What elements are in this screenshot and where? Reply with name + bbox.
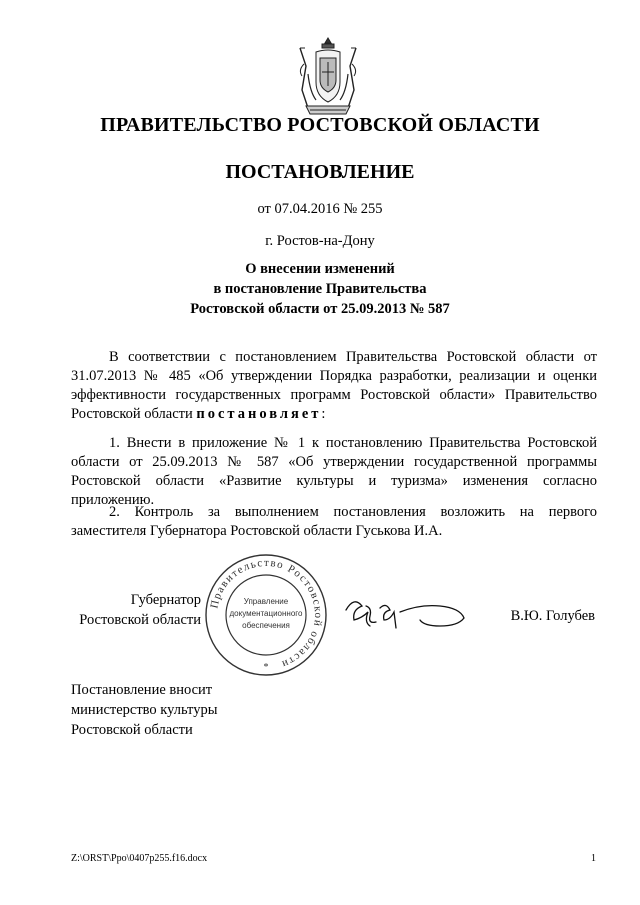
handwritten-signature xyxy=(340,590,470,638)
official-stamp xyxy=(203,552,329,678)
preamble-text: В соответствии с постановлением Правительства Ростовской области от 31.07.2013 № 485 «Об утверждении Порядка разработки, реализации и оценки эффективности государственных программ Ростовской области» Правительство Ростовской области xyxy=(71,349,597,422)
resolves-word: постановляет xyxy=(196,406,322,422)
stamp-ring-text: Правительство Ростовской области xyxy=(208,556,325,671)
document-date-number: от 07.04.2016 № 255 xyxy=(257,201,383,217)
subject-line: Ростовской области от 25.09.2013 № 587 xyxy=(190,301,450,317)
stamp-star: * xyxy=(263,662,269,673)
stamp-inner-line: документационного xyxy=(229,609,303,618)
signatory-title-line: Ростовской области xyxy=(79,612,201,628)
preamble-end: : xyxy=(321,406,326,422)
document-type: ПОСТАНОВЛЕНИЕ xyxy=(225,161,415,183)
coat-of-arms-icon xyxy=(292,34,364,120)
footer-file-path: Z:\ORST\Ppo\0407p255.f16.docx xyxy=(71,853,208,864)
page-number: 1 xyxy=(591,853,596,864)
submitter-line: министерство культуры xyxy=(71,702,218,718)
resolution-item-2: 2. Контроль за выполнением постановления возложить на первого заместителя Губернатора Ростовской области Гуськова И.А. xyxy=(71,504,597,539)
signatory-name: В.Ю. Голубев xyxy=(510,608,595,624)
document-city: г. Ростов-на-Дону xyxy=(265,233,375,249)
submitter-line: Постановление вносит xyxy=(71,682,213,698)
document-subject xyxy=(0,259,640,319)
subject-line: в постановление Правительства xyxy=(213,281,427,297)
signatory-title-line: Губернатор xyxy=(130,592,201,608)
subject-line: О внесении изменений xyxy=(245,261,395,277)
resolution-item-1: 1. Внести в приложение № 1 к постановлению Правительства Ростовской области от 25.09.2013 № 587 «Об утверждении государственной программы Ростовской области «Развитие культуры и туризма» изменения согласно приложению. xyxy=(71,435,597,508)
preamble-paragraph xyxy=(71,348,597,424)
submitter-line: Ростовской области xyxy=(71,722,193,738)
submitter-block xyxy=(71,680,217,740)
organization-title: ПРАВИТЕЛЬСТВО РОСТОВСКОЙ ОБЛАСТИ xyxy=(100,114,540,136)
stamp-inner-line: Управление xyxy=(243,597,289,606)
signatory-title xyxy=(71,590,201,630)
stamp-inner-line: обеспечения xyxy=(242,621,290,630)
